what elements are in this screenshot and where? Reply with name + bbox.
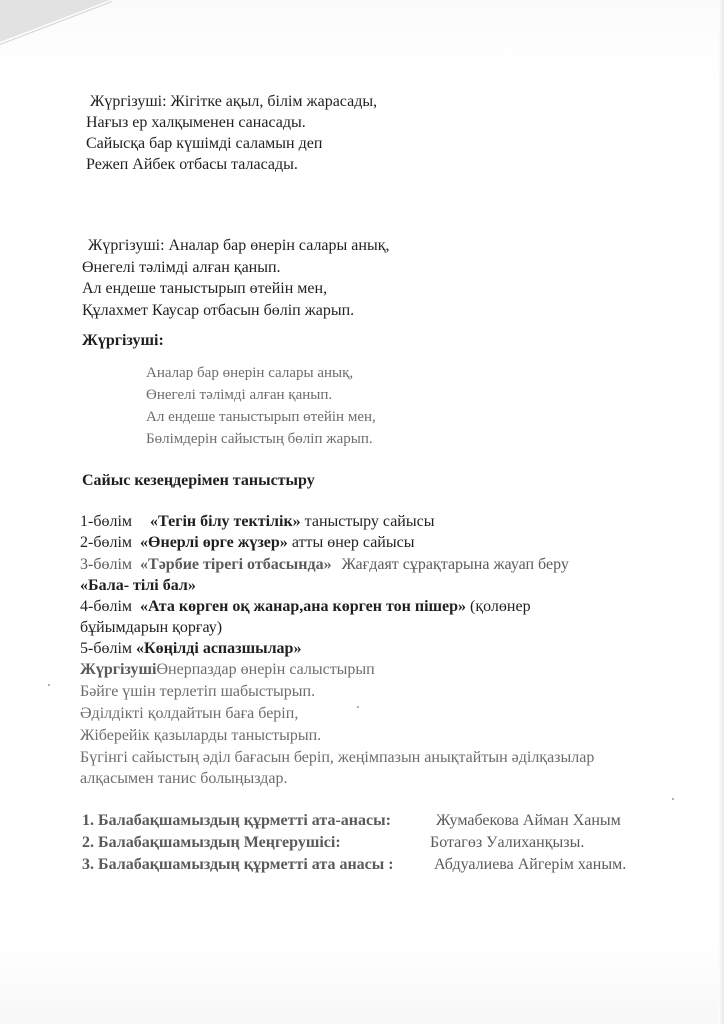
part-2-title: «Өнерлі өрге жүзер» — [140, 534, 288, 551]
jury-2-name: Ботагөз Уалиханқызы. — [430, 834, 585, 851]
stanza3-line-4: Бөлімдерін сайыстың бөліп жарып. — [146, 431, 373, 447]
part-2 — [80, 533, 414, 553]
part-3 — [80, 555, 569, 575]
stanza1-line-2: Нағыз ер халқыменен санасады. — [86, 114, 306, 131]
part-5-label: 5-бөлім — [80, 640, 133, 657]
host-line-5: Бүгінгі сайыстың әділ бағасын беріп, жеңімпазын анықтайтын әділқазылар — [80, 749, 595, 766]
part-4-continuation: бұйымдарын қорғау) — [80, 619, 223, 636]
stanza1-line-3: Сайысқа бар күшімді саламын деп — [86, 135, 323, 152]
stanza3-line-3: Ал ендеше таныстырып өтейін мен, — [146, 409, 376, 425]
part-4 — [80, 597, 531, 617]
part-5-title: «Көңілді аспазшылар» — [136, 640, 302, 657]
stanza1-line-1: Жүргізуші: Жігітке ақыл, білім жарасады, — [90, 93, 378, 110]
host-line-6: алқасымен танис болыңыздар. — [80, 770, 288, 787]
part-4-label: 4-бөлім — [80, 598, 133, 615]
part-1 — [80, 512, 434, 532]
part-3-label: 3-бөлім — [80, 556, 133, 573]
scan-speck — [672, 798, 674, 800]
stanza1-line-4: Режеп Айбек отбасы таласады. — [86, 156, 298, 173]
jury-3-name: Абдуалиева Айгерім ханым. — [434, 856, 627, 873]
host-line-1-text: Өнерпаздар өнерін салыстырып — [156, 661, 375, 678]
stanza3-line-1: Аналар бар өнерін салары анық, — [146, 365, 354, 381]
stanza2-line-4: Құлахмет Каусар отбасын бөліп жарып. — [82, 302, 355, 319]
part-3-title: «Тәрбие тірегі отбасында» — [140, 556, 332, 573]
part-1-title: «Тегін білу тектілік» — [150, 513, 301, 530]
part-5 — [80, 639, 301, 659]
scan-speck — [48, 684, 50, 686]
part-1-label: 1-бөлім — [80, 513, 133, 530]
stanza2-line-1: Жүргізуші: Аналар бар өнерін салары анық, — [88, 237, 390, 254]
stanza2-line-3: Ал ендеше таныстырып өтейін мен, — [82, 280, 328, 297]
part-4-rest: (қолөнер — [466, 598, 531, 615]
jury-3-role: 3. Балабақшамыздың құрметті ата анасы : — [82, 856, 394, 873]
part-3-rest: Жағдаят сұрақтарына жауап беру — [337, 556, 569, 573]
host-line-1 — [80, 660, 375, 680]
stanza2-line-2: Өнегелі тәлімді алған қанып. — [82, 259, 281, 276]
jury-1-name: Жумабекова Айман Ханым — [436, 812, 621, 829]
host-line-3: Әділдікті қолдайтын баға беріп, — [80, 705, 299, 722]
stanza3-title: Жүргізуші: — [82, 332, 164, 349]
part-3-subtitle: «Бала- тілі бал» — [80, 577, 196, 594]
scan-speck — [357, 706, 359, 708]
page-edge-shadow — [718, 0, 724, 1024]
part-2-label: 2-бөлім — [80, 534, 133, 551]
section-title: Сайыс кезеңдерімен таныстыру — [82, 472, 315, 489]
jury-1-role: 1. Балабақшамыздың құрметті ата-анасы: — [82, 812, 391, 829]
stanza3-line-2: Өнегелі тәлімді алған қанып. — [146, 387, 333, 403]
part-1-rest: таныстыру сайысы — [300, 513, 435, 530]
jury-2-role: 2. Балабақшамыздың Меңгерушісі: — [82, 834, 341, 851]
page-fold-corner — [0, 0, 110, 42]
host-line-2: Бәйге үшін терлетіп шабыстырып. — [80, 683, 316, 700]
part-2-rest: атты өнер сайысы — [287, 534, 415, 551]
part-4-title: «Ата көрген оқ жанар,ана көрген тон пішер» — [140, 598, 467, 615]
host-label: Жүргізуші — [80, 661, 157, 678]
host-line-4: Жіберейік қазыларды таныстырып. — [80, 727, 322, 744]
